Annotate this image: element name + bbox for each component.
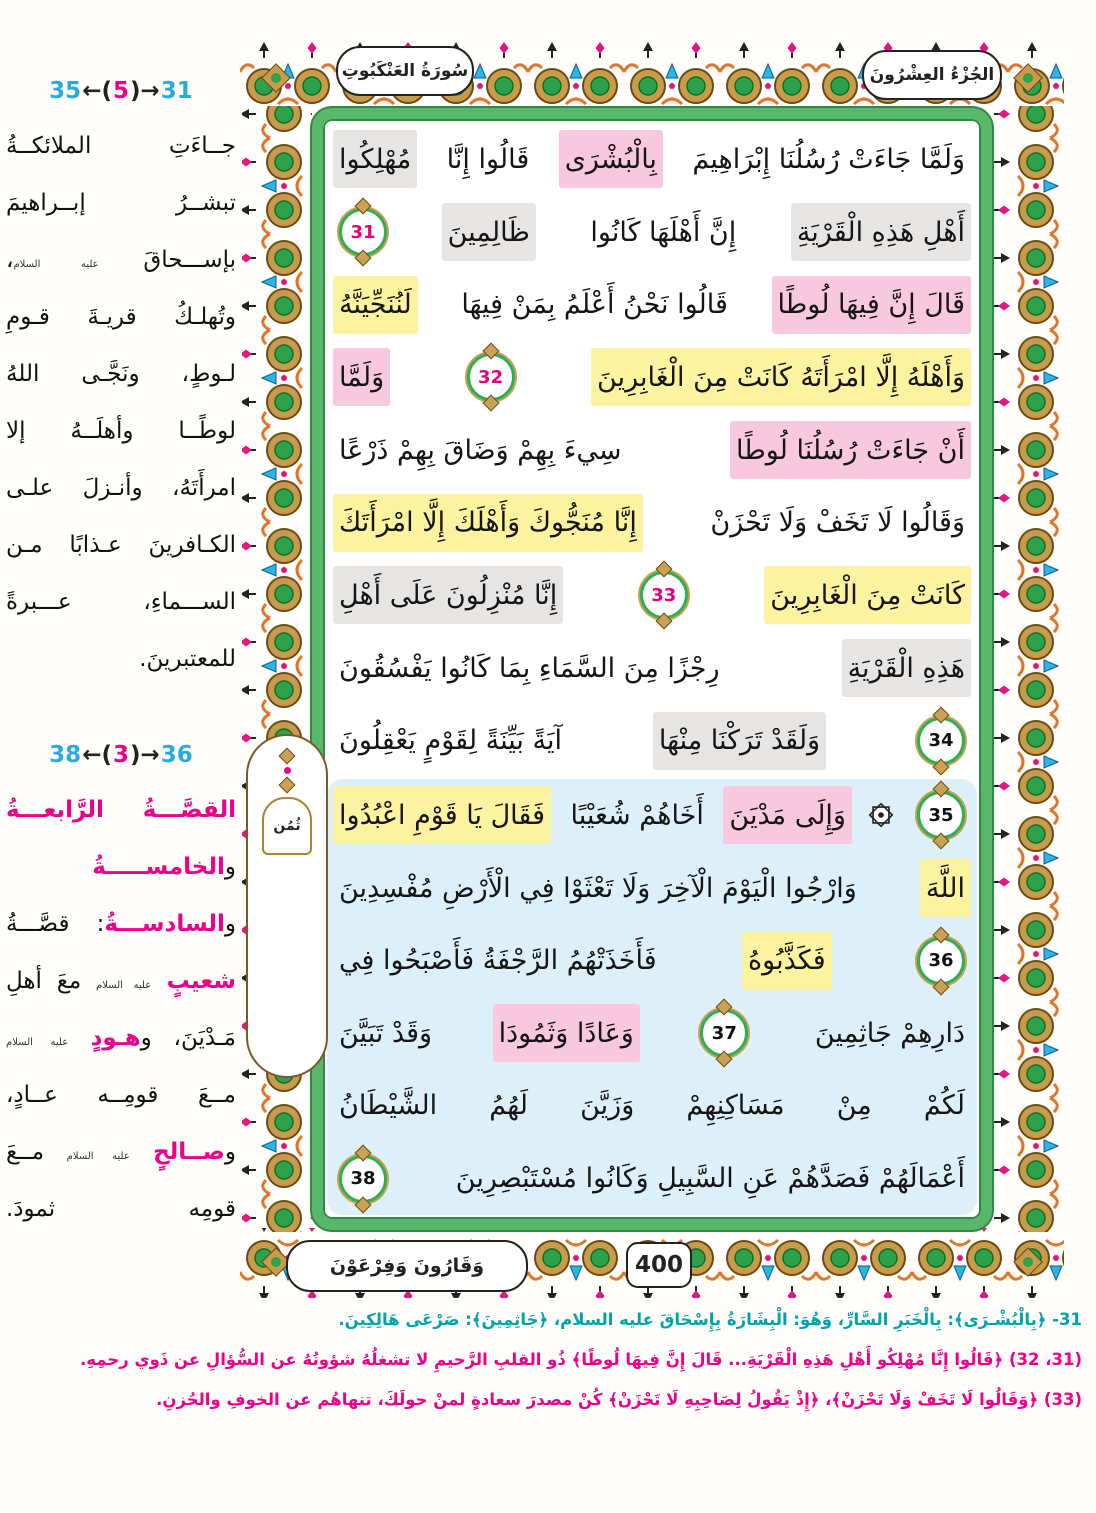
quran-text-segment: أَخَاهُمْ شُعَيْبًا	[570, 799, 704, 831]
footnote-line: 31- ﴿بِالْبُشْـرَى﴾: بِالْخَبَرِ السَّارِّ، وَهُوَ: الْبِشَارَةُ بِإِسْحَاقَ عليه السلام، ﴿جَاثِمِينَ﴾: صَرْعَى هَالِكِينَ.	[338, 1310, 1082, 1329]
sidebar-line	[6, 1010, 236, 1067]
sidebar-line	[6, 1181, 236, 1238]
quran-text-segment: أَعْمَالَهُمْ فَصَدَّهُمْ عَنِ السَّبِيلِ وَكَانُوا مُسْتَبْصِرِينَ	[455, 1163, 965, 1195]
sidebar-text-segment: بإســـحاقَ	[98, 247, 236, 273]
quran-line	[333, 632, 971, 705]
quran-line	[333, 486, 971, 559]
quran-text-segment: لَكُمْ مِنْ مَسَاكِنِهِمْ وَزَيَّنَ لَهُمُ الشَّيْطَانُ	[339, 1090, 965, 1122]
quran-text-area	[333, 123, 971, 1215]
commentary-paragraph-1	[6, 118, 236, 688]
quran-line	[333, 1070, 971, 1143]
next-page-catchword-cartouche	[286, 1240, 528, 1292]
sidebar-text-segment: صــالحٍ	[129, 1139, 225, 1165]
sidebar-line	[6, 118, 236, 175]
verse-number-badge: 38	[339, 1155, 387, 1203]
quran-text-segment: إِنَّا مُنَجُّوكَ وَأَهْلَكَ إِلَّا امْرَأَتَكَ	[333, 494, 643, 552]
quran-text-segment: آيَةً بَيِّنَةً لِقَوْمٍ يَعْقِلُونَ	[339, 725, 562, 757]
quran-text-segment: ظَالِمِينَ	[442, 203, 536, 261]
sidebar-text-segment: عليه السلام	[96, 980, 152, 991]
quran-section-blue	[327, 779, 977, 1215]
quran-text-segment: فَأَخَذَتْهُمُ الرَّجْفَةُ فَأَصْبَحُوا فِي	[339, 945, 657, 977]
sidebar-line	[6, 953, 236, 1010]
quran-text-segment: اللَّهَ	[920, 859, 971, 917]
sidebar-text-segment: مــعَ قومِــه عــادٍ،	[6, 1082, 236, 1108]
finial-diamond-icon	[279, 777, 296, 794]
sidebar-text-segment: الكـافرينَ عـذابًا مـن	[6, 532, 236, 558]
sidebar-line	[6, 460, 236, 517]
range-end: 38	[49, 742, 82, 768]
sidebar-text-segment: السادســـةُ	[104, 911, 225, 937]
surah-title: سُورَةُ العَنْكَبُوتِ	[341, 61, 469, 81]
verse-range-indicator-1	[6, 78, 236, 104]
quran-text-segment: مُهْلِكُوا	[333, 130, 417, 188]
quran-line	[333, 196, 971, 269]
sidebar-text-segment: تبشــرُ إبــراهيمَ	[6, 190, 236, 216]
sidebar-text-segment: امرأَتَهُ، وأنـزلَ علـى	[6, 475, 236, 501]
sidebar-text-segment: هـودٍ	[68, 1025, 141, 1051]
quran-line	[333, 341, 971, 414]
verse-number-badge: 33	[640, 571, 688, 619]
quran-text-segment: وَقَالُوا لَا تَخَفْ وَلَا تَحْزَنْ	[710, 507, 965, 539]
quran-text-segment: فَقَالَ يَا قَوْمِ اعْبُدُوا	[333, 786, 551, 844]
arrow-right-icon: )→	[130, 78, 160, 104]
quran-text-segment: قَالَ إِنَّ فِيهَا لُوطًا	[772, 276, 971, 334]
sidebar-line	[6, 782, 236, 839]
sidebar-text-segment: و	[224, 854, 236, 880]
quran-text-segment: وَعَادًا وَثَمُودَا	[493, 1004, 640, 1062]
verse-number-badge: 31	[339, 208, 387, 256]
quran-text-segment: إِنَّ أَهْلَهَا كَانُوا	[590, 216, 737, 248]
quran-text-segment: وَلَقَدْ تَرَكْنَا مِنْهَا	[653, 712, 826, 770]
sidebar-text-segment: الســـماءِ، عـــبرةً	[6, 589, 236, 615]
quran-line	[333, 779, 971, 852]
quran-text-segment: وَارْجُوا الْيَوْمَ الْآخِرَ وَلَا تَعْثَوْا فِي الْأَرْضِ مُفْسِدِينَ	[339, 872, 857, 904]
rub-el-hizb-icon	[867, 801, 895, 829]
verse-number-badge: 34	[917, 717, 965, 765]
sidebar-line	[6, 1067, 236, 1124]
arrow-left-icon: ←(	[82, 78, 112, 104]
footnote-line: (31، 32) ﴿قَالُوا إِنَّا مُهْلِكُو أَهْلِ هَذِهِ الْقَرْيَةِ... قَالَ إِنَّ فِيهَا لُوطًا﴾ ذُو القلبِ الرَّحيمِ لا تشغلُهُ شؤونُهُ عن السُّؤالِ عن ذَوي رحمِهِ.	[80, 1350, 1082, 1369]
finial-diamond-icon	[279, 748, 296, 765]
quran-text-segment: وَلَمَّا جَاءَتْ رُسُلُنَا إِبْرَاهِيمَ	[692, 143, 965, 175]
catchword-text: وَقَارُونَ وَفِرْعَوْنَ	[329, 1255, 485, 1277]
quran-text-segment: فَكَذَّبُوهُ	[742, 932, 832, 990]
quran-line	[333, 1142, 971, 1215]
quran-text-segment: بِالْبُشْرَى	[559, 130, 663, 188]
quran-text-segment: رِجْزًا مِنَ السَّمَاءِ بِمَا كَانُوا يَفْسُقُونَ	[339, 652, 720, 684]
sidebar-text-segment: القصَّـــةُ الرَّابعـــةُ	[6, 797, 236, 823]
sidebar-text-segment: الخامســـــةُ	[92, 854, 225, 880]
sidebar-text-segment: : قصَّـــةُ	[6, 911, 105, 937]
sidebar-text-segment: لوطًــا وأهلَــهُ إلا	[6, 418, 236, 444]
sidebar-text-segment: عليه السلام	[13, 259, 99, 270]
range-count: 5	[112, 78, 129, 104]
surah-title-cartouche	[336, 46, 474, 96]
verse-number-badge: 32	[467, 353, 515, 401]
quran-text-segment: قَالُوا إِنَّا	[446, 143, 530, 175]
quran-line	[333, 997, 971, 1070]
quran-text-segment: وَإِلَى مَدْيَنَ	[723, 786, 852, 844]
quran-line	[333, 268, 971, 341]
sidebar-text-segment: و	[224, 911, 236, 937]
sidebar-text-segment: مــعَ	[6, 1139, 67, 1165]
quran-text-segment: لَنُنَجِّيَنَّهُ	[333, 276, 418, 334]
quran-line	[333, 559, 971, 632]
range-start: 36	[160, 742, 193, 768]
quran-line	[333, 852, 971, 925]
quran-text-segment: هَذِهِ الْقَرْيَةِ	[842, 639, 971, 697]
sidebar-text-segment: عليه السلام	[66, 1151, 130, 1162]
sidebar-line	[6, 346, 236, 403]
verse-range-indicator-2	[6, 742, 236, 768]
sidebar-line	[6, 175, 236, 232]
sidebar-line	[6, 232, 236, 289]
quran-section-white	[333, 123, 971, 777]
quran-text-segment: وَلَمَّا	[333, 348, 390, 406]
sidebar-text-segment: لـوطٍ، ونَجَّـى اللهُ	[6, 361, 236, 387]
thumun-label: ثُمُن	[273, 818, 301, 834]
quran-text-segment: أَنْ جَاءَتْ رُسُلُنَا لُوطًا	[730, 421, 971, 479]
quran-line	[333, 414, 971, 487]
sidebar-text-segment: معَ أهلِ	[6, 968, 97, 994]
footnotes-block	[80, 1300, 1082, 1420]
arrow-right-icon: )→	[130, 742, 160, 768]
finial-dot-icon	[284, 767, 291, 774]
sidebar-text-segment: جــاءَتِ الملائكــةُ	[6, 133, 236, 159]
quran-line	[333, 123, 971, 196]
arrow-left-icon: ←(	[82, 742, 112, 768]
sidebar-text-segment: ،	[6, 247, 14, 273]
commentary-paragraph-2	[6, 782, 236, 1238]
page-number: 400	[635, 1252, 684, 1278]
juz-title: الجُزْءُ العِشْرُونَ	[869, 65, 995, 85]
quran-text-segment: قَالُوا نَحْنُ أَعْلَمُ بِمَنْ فِيهَا	[461, 289, 728, 321]
juz-title-cartouche	[862, 50, 1002, 100]
quran-text-segment: سِيءَ بِهِمْ وَضَاقَ بِهِمْ ذَرْعًا	[339, 434, 622, 466]
quran-text-segment: وَقَدْ تَبَيَّنَ	[339, 1017, 433, 1049]
quran-line	[333, 704, 971, 777]
sidebar-text-segment: شعيبٍ	[151, 968, 236, 994]
quran-page-frame	[312, 108, 992, 1230]
range-count: 3	[112, 742, 129, 768]
range-end: 35	[49, 78, 82, 104]
sidebar-text-segment: عليه السلام	[6, 1037, 69, 1048]
sidebar-text-segment: قومِه ثمودَ.	[6, 1196, 236, 1222]
quran-line	[333, 924, 971, 997]
quran-text-segment: أَهْلِ هَذِهِ الْقَرْيَةِ	[791, 203, 971, 261]
hizb-eighth-marker	[246, 734, 328, 1078]
sidebar-text-segment: و	[224, 1139, 236, 1165]
sidebar-line	[6, 517, 236, 574]
verse-number-badge: 37	[700, 1009, 748, 1057]
footnote-line: (33) ﴿وَقَالُوا لَا تَخَفْ وَلَا تَحْزَنْ﴾، ﴿إِذْ يَقُولُ لِصَاحِبِهِ لَا تَحْزَنْ﴾ كُنْ مصدرَ سعادةٍ لمنْ حولَكَ، تنهاهُم عن الخوفِ والحُزنِ.	[156, 1390, 1082, 1409]
sidebar-line	[6, 1124, 236, 1181]
sidebar-text-segment: مَـدْيَنَ، و	[140, 1025, 236, 1051]
range-start: 31	[160, 78, 193, 104]
sidebar-line	[6, 631, 236, 688]
sidebar-line	[6, 403, 236, 460]
quran-text-segment: دَارِهِمْ جَاثِمِينَ	[814, 1017, 965, 1049]
sidebar-text-segment: للمعتبرينَ.	[139, 646, 236, 672]
sidebar-line	[6, 289, 236, 346]
quran-text-segment: وَأَهْلَهُ إِلَّا امْرَأَتَهُ كَانَتْ مِنَ الْغَابِرِينَ	[591, 348, 971, 406]
sidebar-line	[6, 839, 236, 896]
page-number-box	[626, 1242, 692, 1288]
sidebar-line	[6, 896, 236, 953]
sidebar-text-segment: وتُهلـكُ قريـةَ قـومِ	[6, 304, 236, 330]
verse-number-badge: 36	[917, 937, 965, 985]
verse-number-badge: 35	[917, 791, 965, 839]
sidebar-line	[6, 574, 236, 631]
thumun-label-frame	[262, 797, 312, 855]
quran-text-segment: إِنَّا مُنْزِلُونَ عَلَى أَهْلِ	[333, 566, 563, 624]
quran-text-segment: كَانَتْ مِنَ الْغَابِرِينَ	[764, 566, 971, 624]
